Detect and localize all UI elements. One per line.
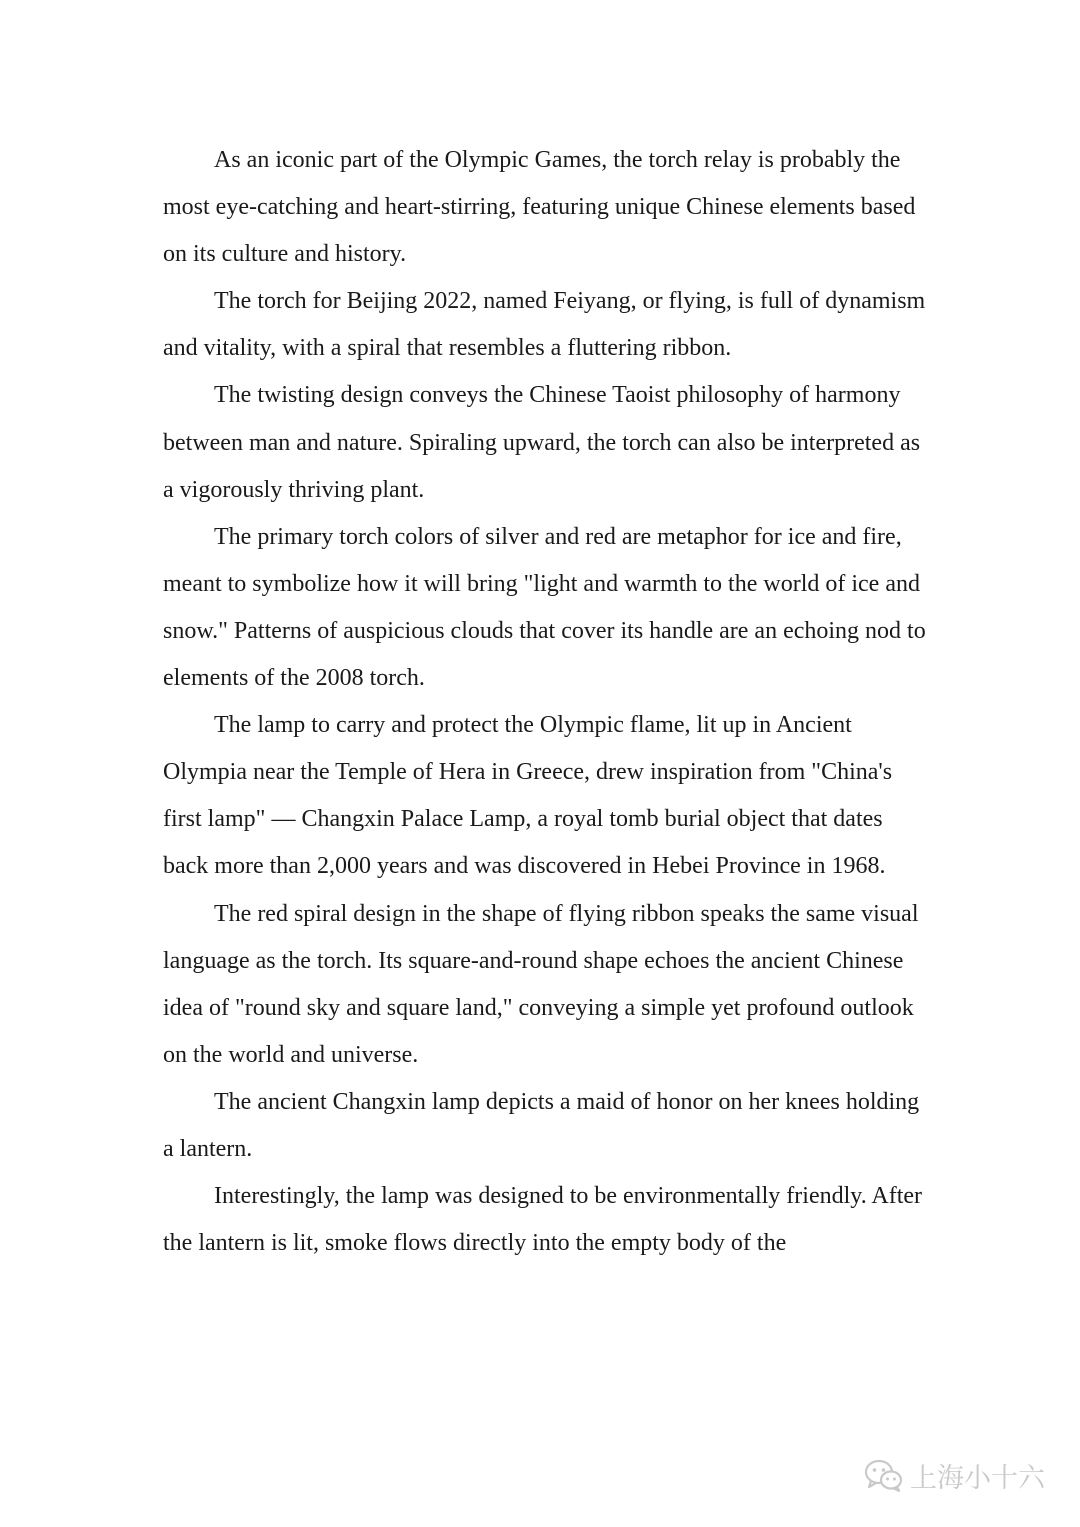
paragraph-torch-relay: As an iconic part of the Olympic Games, the torch relay is probably the most eye-catching and heart-stirring, featuring unique Chinese elements based on its culture and history.: [163, 147, 916, 268]
watermark: [864, 1456, 1045, 1495]
wechat-icon: [864, 1459, 904, 1493]
article-body: [163, 137, 933, 1267]
paragraph-changxin-lamp: The ancient Changxin lamp depicts a maid of honor on her knees holding a lantern.: [163, 1088, 920, 1162]
paragraph-feiyang-torch: The torch for Beijing 2022, named Feiyang, or flying, is full of dynamism and vitality, with a spiral that resembles a fluttering ribbon.: [163, 288, 926, 362]
paragraph-twisting-design: The twisting design conveys the Chinese Taoist philosophy of harmony between man and nature. Spiraling upward, the torch can also be interpreted as a vigorously thriving plant.: [163, 382, 921, 503]
paragraph-red-spiral: The red spiral design in the shape of flying ribbon speaks the same visual language as the torch. Its square-and-round shape echoes the ancient Chinese idea of "round sky and square land," conveying a simple yet profound outlook on the world and universe.: [163, 900, 919, 1068]
watermark-text: 上海小十六: [910, 1463, 1045, 1494]
paragraph-torch-colors: The primary torch colors of silver and red are metaphor for ice and fire, meant to symbolize how it will bring "light and warmth to the world of ice and snow." Patterns of auspicious clouds that cover its handle are an echoing nod to elements of the 2008 torch.: [163, 523, 926, 692]
paragraph-flame-lamp: The lamp to carry and protect the Olympic flame, lit up in Ancient Olympia near the Temple of Hera in Greece, drew inspiration from "China's first lamp" — Changxin Palace Lamp, a royal tomb burial object that dates back more than 2,000 years and was discovered in Hebei Province in 1968.: [163, 712, 893, 880]
paragraph-environmentally-friendly: Interestingly, the lamp was designed to be environmentally friendly. After the lantern is lit, smoke flows directly into the empty body of the: [163, 1183, 923, 1257]
